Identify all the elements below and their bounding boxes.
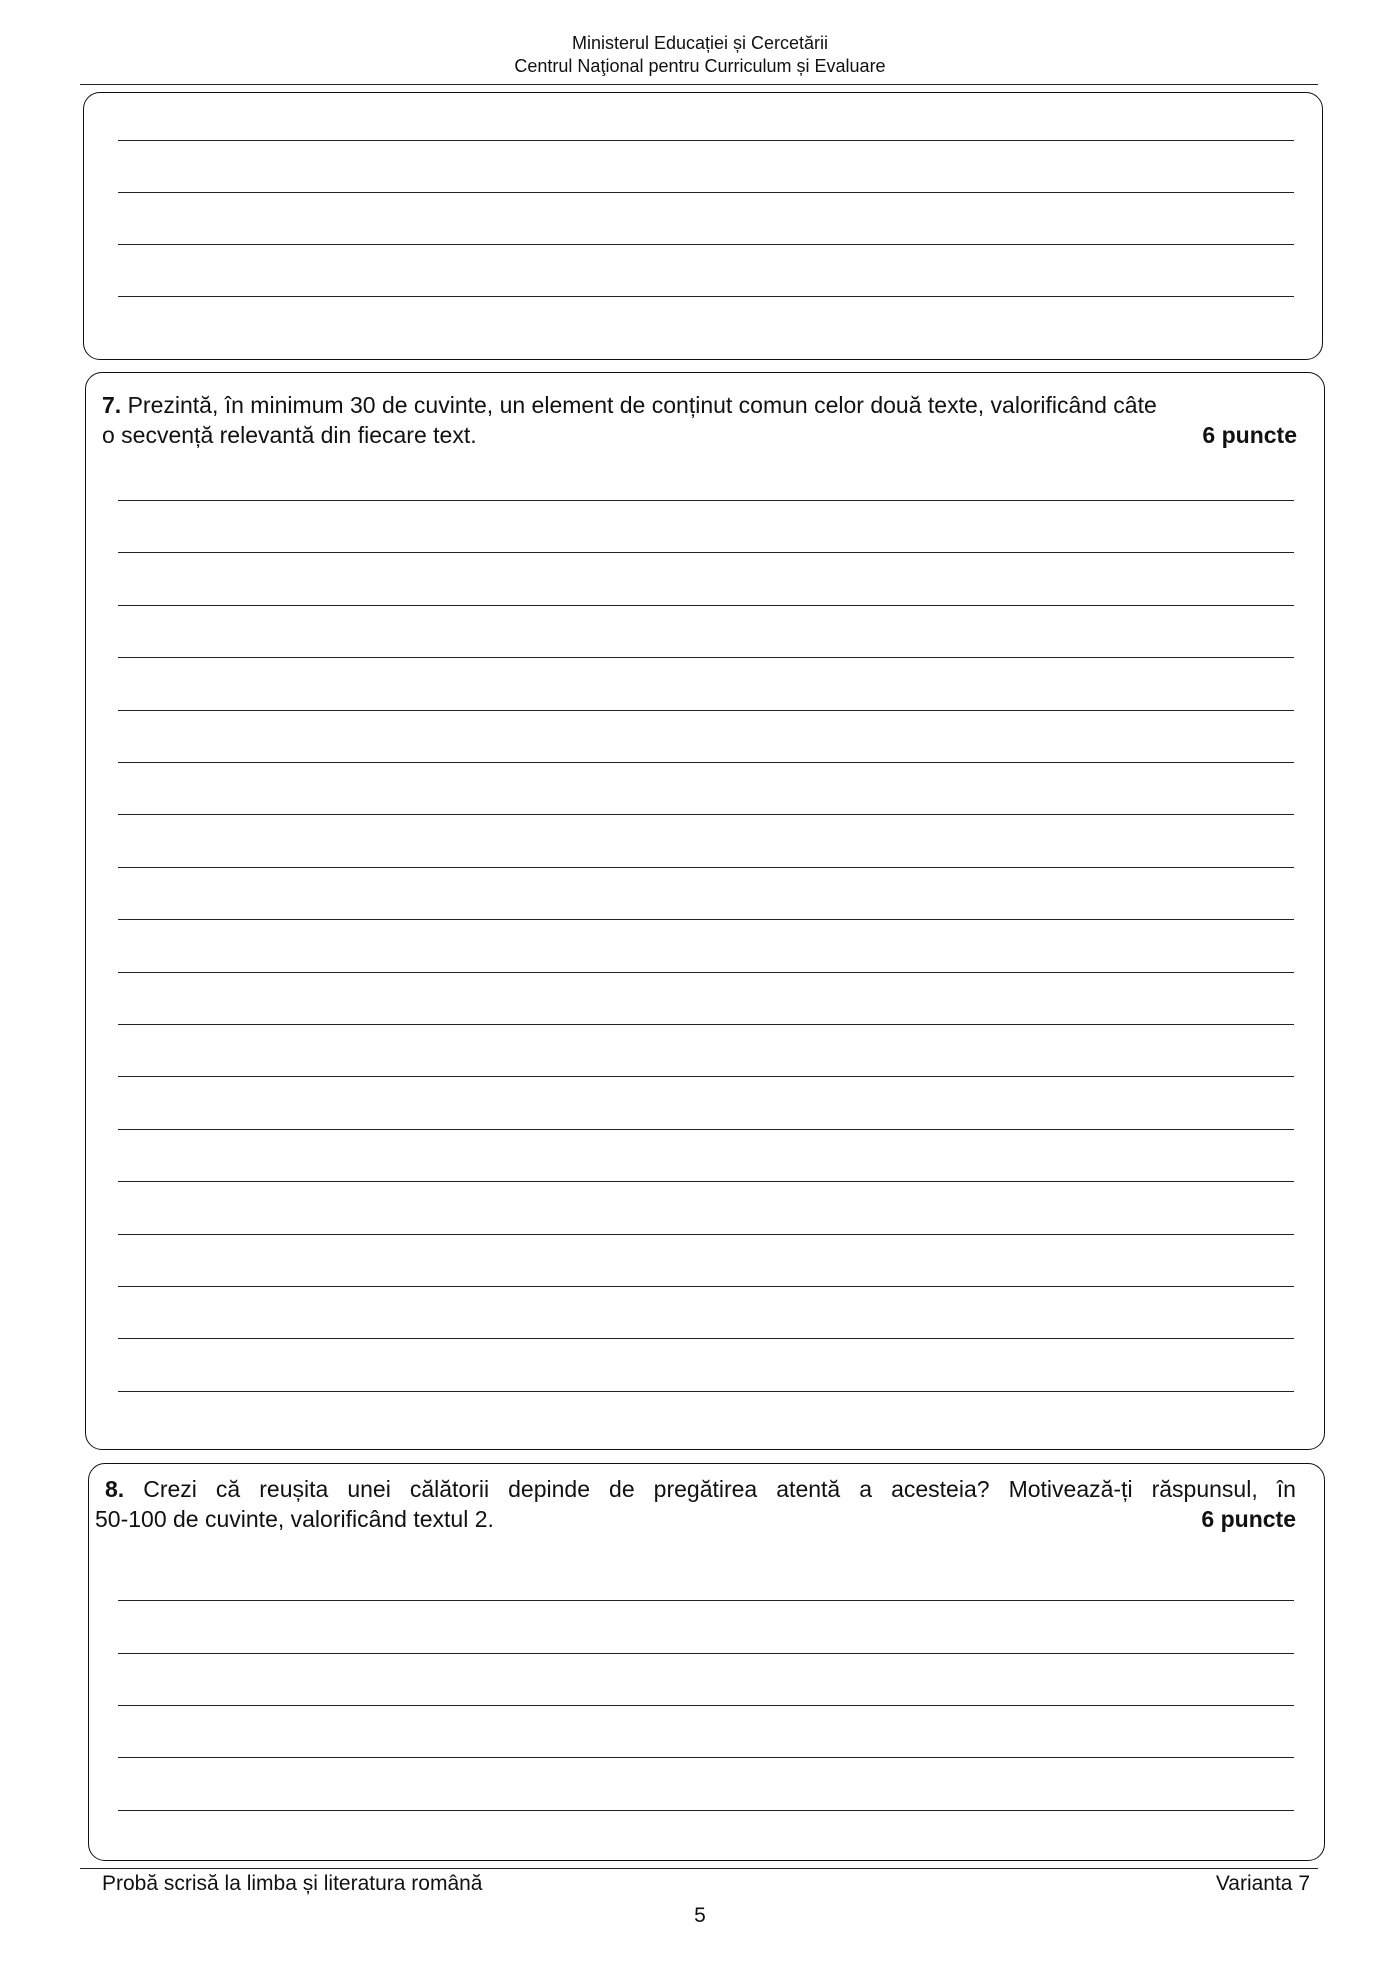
document-header xyxy=(0,32,1400,78)
answer-line[interactable] xyxy=(118,1653,1294,1654)
answer-line[interactable] xyxy=(118,1076,1294,1077)
question-8-word: Crezi xyxy=(143,1476,197,1502)
answer-line[interactable] xyxy=(118,1024,1294,1025)
question-8-word: pregătirea xyxy=(653,1476,758,1502)
question-8-points: 6 puncte xyxy=(1201,1506,1296,1532)
answer-line[interactable] xyxy=(118,1181,1294,1182)
answer-line[interactable] xyxy=(118,867,1294,868)
question-8-word: reușita xyxy=(259,1476,329,1502)
answer-line[interactable] xyxy=(118,192,1294,193)
question-8-text-line2: 50-100 de cuvinte, valorificând textul 2. xyxy=(95,1506,494,1532)
answer-line[interactable] xyxy=(118,140,1294,141)
page-number: 5 xyxy=(694,1904,706,1927)
answer-line[interactable] xyxy=(118,296,1294,297)
question-7-number: 7. xyxy=(102,392,122,418)
answer-line[interactable] xyxy=(118,1391,1294,1392)
question-8-word: de xyxy=(609,1476,635,1502)
answer-line[interactable] xyxy=(118,1757,1294,1758)
answer-line[interactable] xyxy=(118,1129,1294,1130)
answer-line[interactable] xyxy=(118,657,1294,658)
question-7-points: 6 puncte xyxy=(1202,422,1297,448)
answer-line[interactable] xyxy=(118,244,1294,245)
answer-line[interactable] xyxy=(118,710,1294,711)
answer-line[interactable] xyxy=(118,919,1294,920)
answer-line[interactable] xyxy=(118,1705,1294,1706)
answer-line[interactable] xyxy=(118,762,1294,763)
answer-line[interactable] xyxy=(118,814,1294,815)
question-8-number: 8. xyxy=(105,1476,125,1502)
question-7-text-line2: o secvență relevantă din fiecare text. xyxy=(102,422,477,448)
question-8-word: a xyxy=(859,1476,873,1502)
question-8-word: Motivează-ți xyxy=(1008,1476,1133,1502)
question-8-word: răspunsul, xyxy=(1151,1476,1258,1502)
question-8-word: că xyxy=(215,1476,241,1502)
question-8-word: acesteia? xyxy=(891,1476,990,1502)
answer-line[interactable] xyxy=(118,1600,1294,1601)
ministry-name: Ministerul Educației și Cercetării xyxy=(571,33,829,53)
question-8-box xyxy=(88,1463,1325,1861)
header-divider xyxy=(80,84,1318,85)
answer-line[interactable] xyxy=(118,1234,1294,1235)
question-7-prompt xyxy=(102,390,1297,450)
answer-line[interactable] xyxy=(118,552,1294,553)
footer-divider xyxy=(80,1868,1318,1869)
answer-line[interactable] xyxy=(118,1338,1294,1339)
question-8-word: în xyxy=(1276,1476,1296,1502)
answer-line[interactable] xyxy=(118,1286,1294,1287)
center-name: Centrul Naţional pentru Curriculum și Evaluare xyxy=(514,56,886,76)
question-8-word: călătorii xyxy=(409,1476,490,1502)
answer-line[interactable] xyxy=(118,1810,1294,1811)
question-8-word: unei xyxy=(347,1476,391,1502)
question-8-prompt xyxy=(89,1474,1296,1534)
answer-line[interactable] xyxy=(118,500,1294,501)
question-8-word: depinde xyxy=(508,1476,590,1502)
answer-line[interactable] xyxy=(118,972,1294,973)
question-7-text-line1: Prezintă, în minimum 30 de cuvinte, un element de conținut comun celor două texte, valorificând câte xyxy=(127,392,1157,418)
answer-line[interactable] xyxy=(118,605,1294,606)
answer-box-continuation xyxy=(83,92,1323,360)
exam-variant: Varianta 7 xyxy=(1215,1872,1310,1895)
exam-subject: Probă scrisă la limba și literatura română xyxy=(102,1872,483,1895)
question-8-word: atentă xyxy=(776,1476,841,1502)
question-7-box xyxy=(85,372,1325,1450)
